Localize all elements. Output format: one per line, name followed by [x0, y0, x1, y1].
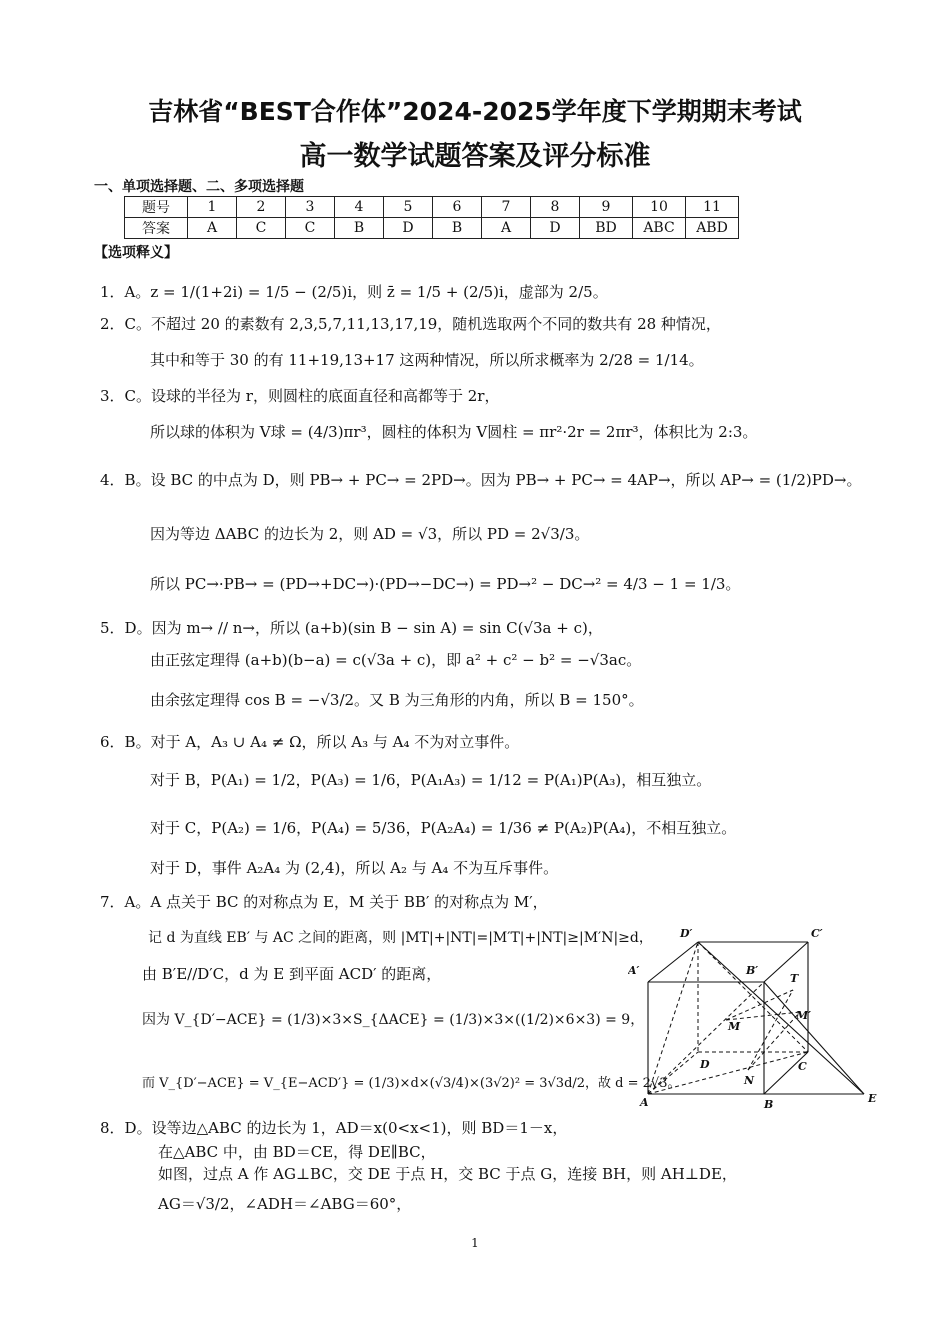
table-cell: 1	[188, 197, 237, 218]
answer-line-8c: 如图，过点 A 作 AG⊥BC，交 DE 于点 H，交 BC 于点 G，连接 BH，则 AH⊥DE，	[158, 1165, 737, 1183]
answer-line-2a: 2．C。不超过 20 的素数有 2,3,5,7,11,13,17,19，随机选取两个不同的数共有 28 种情况，	[100, 315, 721, 333]
table-cell: 11	[686, 197, 739, 218]
answer-line-6c: 对于 C，P(A₂) = 1/6，P(A₄) = 5/36，P(A₂A₄) = 1/36 ≠ P(A₂)P(A₄)，不相互独立。	[150, 819, 737, 837]
page-subtitle: 高一数学试题答案及评分标准	[299, 141, 651, 172]
table-row	[125, 218, 739, 239]
cube-figure	[628, 922, 880, 1112]
answer-line-8a: 8．D。设等边△ABC 的边长为 1，AD＝x(0<x<1)，则 BD＝1－x，	[100, 1119, 568, 1137]
table-header-cell: 答案	[125, 218, 188, 239]
answer-line-8d: AG＝√3/2，∠ADH＝∠ABG＝60°，	[158, 1195, 412, 1213]
table-header-cell: 题号	[125, 197, 188, 218]
answer-line-4b: 因为等边 ΔABC 的边长为 2，则 AD = √3，所以 PD = 2√3/3。	[150, 525, 590, 543]
answer-line-2b: 其中和等于 30 的有 11+19,13+17 这两种情况，所以所求概率为 2/28 = 1/14。	[150, 351, 704, 369]
table-cell: 9	[580, 197, 633, 218]
table-cell: 6	[433, 197, 482, 218]
vertex-label-a: A	[640, 1096, 649, 1109]
table-cell: ABC	[633, 218, 686, 239]
vertex-label-b-prime: B′	[746, 964, 759, 977]
table-cell: D	[384, 218, 433, 239]
table-cell: B	[433, 218, 482, 239]
table-cell: 3	[286, 197, 335, 218]
table-cell: C	[286, 218, 335, 239]
table-cell: ABD	[686, 218, 739, 239]
table-cell: B	[335, 218, 384, 239]
point-label-m: M	[728, 1020, 741, 1033]
answer-line-3a: 3．C。设球的半径为 r，则圆柱的底面直径和高都等于 2r，	[100, 387, 500, 405]
section-heading: 一、单项选择题、二、多项选择题	[94, 179, 304, 195]
vertex-label-d: D	[700, 1058, 710, 1071]
point-label-m-prime: M′	[796, 1009, 812, 1022]
vertex-label-c-prime: C′	[811, 927, 823, 940]
answer-line-6b: 对于 B，P(A₁) = 1/2，P(A₃) = 1/6，P(A₁A₃) = 1/12 = P(A₁)P(A₃)，相互独立。	[150, 771, 712, 789]
table-row	[125, 197, 739, 218]
point-label-e: E	[868, 1092, 877, 1105]
answer-line-5b: 由正弦定理得 (a+b)(b−a) = c(√3a + c)，即 a² + c² − b² = −√3ac。	[150, 651, 642, 669]
answer-line-7b: 记 d 为直线 EB′ 与 AC 之间的距离，则 |MT|+|NT|=|M′T|+|NT|≥|M′N|≥d，	[148, 930, 653, 946]
table-cell: 10	[633, 197, 686, 218]
page-title: 吉林省“BEST合作体”2024-2025学年度下学期期末考试	[148, 97, 802, 126]
answer-line-6a: 6．B。对于 A，A₃ ∪ A₄ ≠ Ω，所以 A₃ 与 A₄ 不为对立事件。	[100, 733, 520, 751]
explanation-heading: 【选项释义】	[94, 245, 178, 261]
page-number: 1	[471, 1236, 479, 1250]
answer-line-5c: 由余弦定理得 cos B = −√3/2。又 B 为三角形的内角，所以 B = 150°。	[150, 691, 644, 709]
answer-table	[124, 196, 739, 239]
vertex-label-c: C	[798, 1060, 807, 1073]
answer-line-7c: 由 B′E//D′C，d 为 E 到平面 ACD′ 的距离，	[142, 965, 442, 983]
vertex-label-b: B	[764, 1098, 774, 1111]
table-cell: 5	[384, 197, 433, 218]
table-cell: 4	[335, 197, 384, 218]
answer-line-6d: 对于 D，事件 A₂A₄ 为 (2,4)，所以 A₂ 与 A₄ 不为互斥事件。	[150, 859, 559, 877]
point-label-n: N	[744, 1074, 755, 1087]
answer-line-8b: 在△ABC 中，由 BD＝CE，得 DE∥BC，	[158, 1143, 436, 1161]
table-cell: 8	[531, 197, 580, 218]
answer-line-7e: 而 V_{D′−ACE} = V_{E−ACD′} = (1/3)×d×(√3/4)×(3√2)² = 3√3d/2，故 d = 2√3。	[142, 1076, 681, 1091]
answer-line-3b: 所以球的体积为 V球 = (4/3)πr³，圆柱的体积为 V圆柱 = πr²·2r = 2πr³，体积比为 2:3。	[150, 423, 758, 441]
vertex-label-d-prime: D′	[680, 927, 693, 940]
point-label-t: T	[790, 972, 799, 985]
answer-line-1: 1．A。z = 1/(1+2i) = 1/5 − (2/5)i，则 z̄ = 1/5 + (2/5)i，虚部为 2/5。	[100, 283, 608, 301]
table-cell: A	[188, 218, 237, 239]
table-cell: 2	[237, 197, 286, 218]
table-cell: C	[237, 218, 286, 239]
table-cell: D	[531, 218, 580, 239]
answer-line-4c: 所以 PC→·PB→ = (PD→+DC→)·(PD→−DC→) = PD→² − DC→² = 4/3 − 1 = 1/3。	[150, 575, 741, 593]
table-cell: A	[482, 218, 531, 239]
answer-line-7d: 因为 V_{D′−ACE} = (1/3)×3×S_{ΔACE} = (1/3)×3×((1/2)×6×3) = 9，	[142, 1012, 645, 1028]
answer-line-4a: 4．B。设 BC 的中点为 D，则 PB→ + PC→ = 2PD→。因为 PB→ + PC→ = 4AP→，所以 AP→ = (1/2)PD→。	[100, 471, 862, 489]
table-cell: BD	[580, 218, 633, 239]
answer-line-7a: 7．A。A 点关于 BC 的对称点为 E，M 关于 BB′ 的对称点为 M′，	[100, 893, 548, 911]
answer-line-5a: 5．D。因为 m→ // n→，所以 (a+b)(sin B − sin A) = sin C(√3a + c)，	[100, 619, 603, 637]
vertex-label-a-prime: A′	[628, 964, 640, 977]
table-cell: 7	[482, 197, 531, 218]
